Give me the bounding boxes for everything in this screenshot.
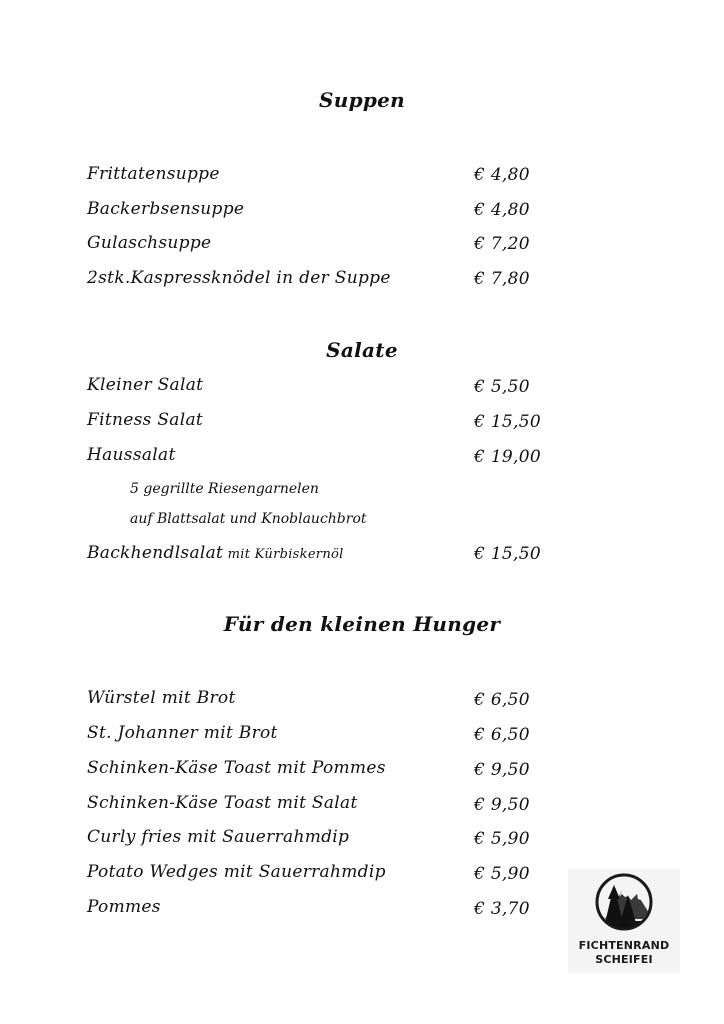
section-heading-salate: Salate [326, 338, 398, 362]
menu-item-detail: 5 gegrillte Riesengarnelen [130, 481, 319, 497]
menu-item-name: Schinken-Käse Toast mit Pommes [87, 758, 386, 778]
menu-item-price: € 4,80 [474, 200, 530, 220]
menu-item-price: € 5,90 [474, 864, 530, 884]
logo-text-line1: FICHTENRAND [578, 939, 670, 952]
menu-item-name: St. Johanner mit Brot [87, 723, 278, 743]
menu-item-name-suffix: mit Kürbiskernöl [223, 547, 344, 562]
menu-item-name: 2stk.Kaspressknödel in der Suppe [87, 268, 391, 288]
menu-item-name: Potato Wedges mit Sauerrahmdip [87, 862, 386, 882]
menu-item-price: € 6,50 [474, 690, 530, 710]
menu-item-name-main: Backhendlsalat [87, 543, 224, 563]
logo-text-line2: SCHEIFEI [595, 953, 653, 966]
menu-item-name: Fitness Salat [87, 410, 204, 430]
menu-item-name: Backerbsensuppe [87, 199, 245, 219]
menu-item-name: Haussalat [87, 445, 176, 465]
menu-item-name: Pommes [87, 897, 161, 917]
tree-mountain-circle-icon [595, 873, 653, 931]
menu-item-price: € 9,50 [474, 795, 530, 815]
menu-item-price: € 15,50 [474, 412, 541, 432]
menu-item-name: Curly fries mit Sauerrahmdip [87, 827, 350, 847]
menu-item-name [87, 543, 344, 563]
menu-item-name: Würstel mit Brot [87, 688, 236, 708]
menu-item-price: € 7,80 [474, 269, 530, 289]
logo [568, 869, 680, 973]
section-heading-fuer-den-kleinen-hunger: Für den kleinen Hunger [223, 612, 501, 636]
menu-item-detail: auf Blattsalat und Knoblauchbrot [130, 511, 367, 527]
menu-item-price: € 3,70 [474, 899, 530, 919]
menu-item-price: € 15,50 [474, 544, 541, 564]
menu-item-price: € 9,50 [474, 760, 530, 780]
menu-item-name: Gulaschsuppe [87, 233, 212, 253]
menu-item-price: € 5,50 [474, 377, 530, 397]
menu-item-price: € 6,50 [474, 725, 530, 745]
menu-item-price: € 4,80 [474, 165, 530, 185]
menu-item-price: € 7,20 [474, 234, 530, 254]
menu-item-name: Schinken-Käse Toast mit Salat [87, 793, 358, 813]
menu-item-name: Frittatensuppe [87, 164, 220, 184]
menu-item-name: Kleiner Salat [87, 375, 204, 395]
menu-item-price: € 5,90 [474, 829, 530, 849]
section-heading-suppen: Suppen [318, 88, 406, 112]
menu-item-price: € 19,00 [474, 447, 541, 467]
